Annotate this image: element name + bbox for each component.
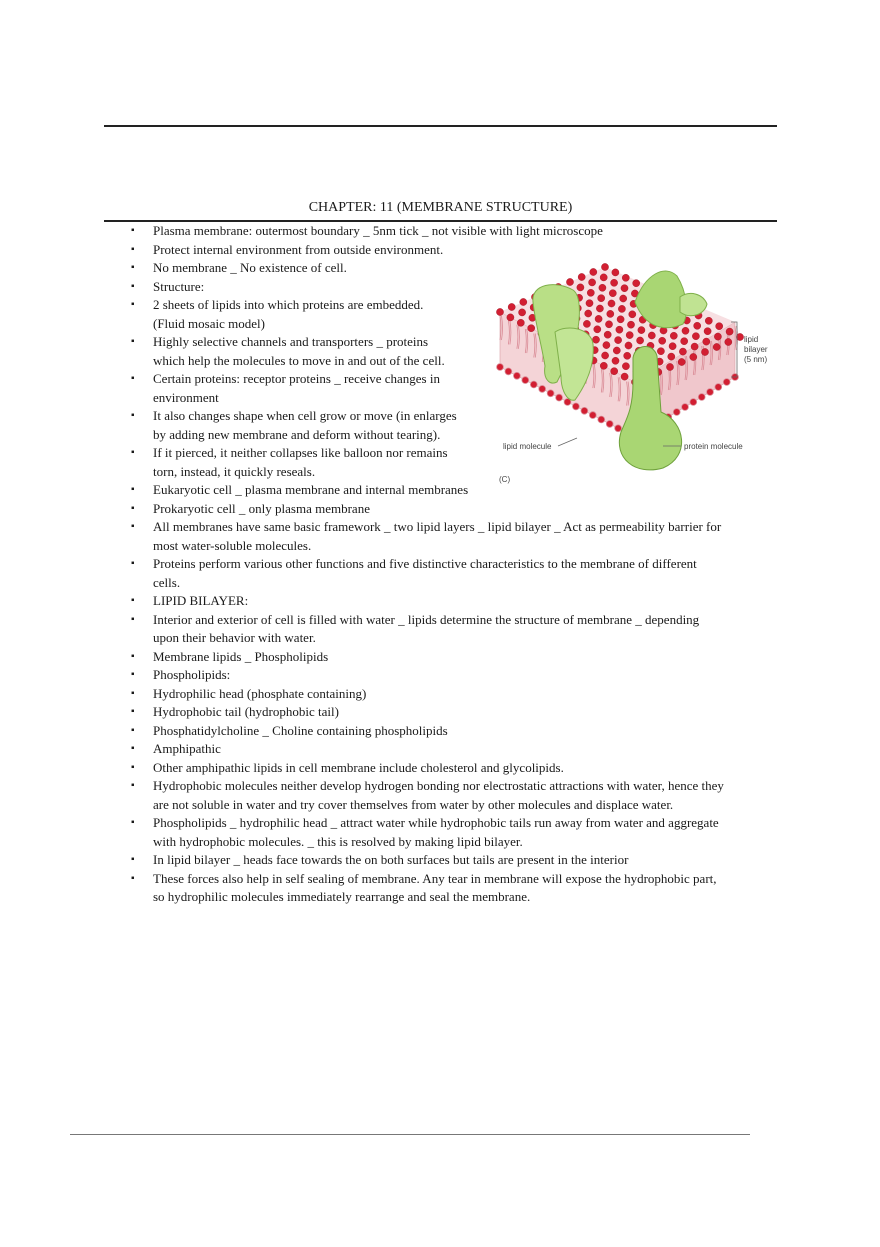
lipid-head-icon (633, 280, 640, 287)
lipid-head-bottom-icon (598, 416, 605, 423)
lipid-head-bottom-icon (682, 404, 689, 411)
list-item: ▪ It also changes shape when cell grow or move (in enlarges by adding new membrane and deform without tearing). (131, 408, 457, 442)
lipid-head-bottom-icon (698, 394, 705, 401)
lipid-head-icon (704, 328, 711, 335)
lipid-head-icon (617, 316, 624, 323)
bullet-icon: ▪ (131, 410, 135, 421)
lipid-head-icon (612, 357, 619, 364)
lipid-head-bottom-icon (715, 384, 722, 391)
lipid-pointer-line (558, 438, 577, 446)
bullet-icon: ▪ (131, 724, 135, 736)
lipid-head-icon (622, 363, 629, 370)
bullet-icon: ▪ (131, 484, 135, 495)
lipid-head-icon (519, 309, 526, 316)
lipid-head-icon (616, 326, 623, 333)
lipid-head-icon (601, 263, 608, 270)
lipid-head-icon (508, 303, 515, 310)
lipid-head-icon (629, 311, 636, 318)
list-item: ▪ Interior and exterior of cell is filled with water _ lipids determine the structure of membrane _ depending upon their behavior with water. (131, 611, 700, 645)
bullet-icon: ▪ (131, 299, 135, 310)
lipid-head-icon (600, 362, 607, 369)
lipid-head-bottom-icon (514, 372, 521, 379)
bottom-rule (70, 1134, 750, 1135)
lipid-head-bottom-icon (707, 389, 714, 396)
lipid-head-icon (603, 342, 610, 349)
lipid-head-icon (577, 284, 584, 291)
bilayer-label-2: bilayer (744, 345, 768, 354)
lipid-head-icon (578, 273, 585, 280)
list-item: ▪ Hydrophobic molecules neither develop hydrogen bonding nor electrostatic attractions with water, hence they are not soluble in water and try cover themselves from water by other molecules and displace water. (131, 778, 724, 812)
lipid-head-icon (599, 284, 606, 291)
list-item: ▪ Hydrophilic head (phosphate containing) (104, 685, 724, 704)
bullet-icon: ▪ (131, 743, 135, 754)
bullet-icon: ▪ (131, 669, 135, 680)
list-item: ▪ If it pierced, it neither collapses like balloon nor remains torn, instead, it quickly reseals. (131, 445, 448, 479)
lipid-head-icon (637, 337, 644, 344)
bullet-icon: ▪ (131, 225, 135, 236)
lipid-head-icon (669, 343, 676, 350)
lipid-head-icon (586, 300, 593, 307)
bullet-icon: ▪ (131, 595, 135, 606)
list-item: ▪ Plasma membrane: outermost boundary _ 5nm tick _ not visible with light microscope (104, 222, 724, 241)
lipid-head-icon (638, 327, 645, 334)
lipid-head-icon (691, 343, 698, 350)
list-item: ▪ Highly selective channels and transporters _ proteins which help the molecules to move in and out of the cell. (131, 334, 445, 368)
lipid-head-icon (657, 348, 664, 355)
lipid-head-icon (594, 326, 601, 333)
lipid-head-icon (682, 327, 689, 334)
lipid-head-icon (600, 274, 607, 281)
lipid-head-icon (648, 332, 655, 339)
bullet-icon: ▪ (131, 336, 135, 347)
lipid-head-icon (507, 314, 514, 321)
lipid-head-icon (520, 298, 527, 305)
lipid-head-icon (517, 319, 524, 326)
list-item: ▪ Phospholipids _ hydrophilic head _ attract water while hydrophobic tails run away from water and aggregate with hydrophobic molecules. _ this is resolved by making lipid bilayer. (131, 815, 719, 849)
lipid-head-icon (528, 325, 535, 332)
lipid-head-icon (670, 332, 677, 339)
lipid-head-icon (679, 348, 686, 355)
top-rule (104, 125, 777, 127)
list-item: ▪ 2 sheets of lipids into which proteins are embedded. (Fluid mosaic model) (131, 297, 424, 331)
lipid-head-bottom-icon (522, 377, 529, 384)
lipid-head-icon (605, 321, 612, 328)
lipid-head-icon (681, 338, 688, 345)
lipid-head-icon (726, 328, 733, 335)
list-item: ▪ Certain proteins: receptor proteins _ receive changes in environment (131, 371, 440, 405)
lipid-head-icon (583, 320, 590, 327)
lipid-head-icon (713, 343, 720, 350)
lipid-head-bottom-icon (723, 379, 730, 386)
lipid-head-icon (736, 333, 743, 340)
lipid-head-icon (626, 332, 633, 339)
lipid-head-icon (607, 310, 614, 317)
bullet-icon: ▪ (131, 447, 135, 458)
bullet-icon: ▪ (131, 872, 135, 884)
lipid-head-icon (615, 337, 622, 344)
list-item: ▪ Prokaryotic cell _ only plasma membrane (104, 500, 724, 519)
lipid-head-bottom-icon (606, 421, 613, 428)
list-item: ▪ Phosphatidylcholine _ Choline containing phospholipids (104, 722, 724, 741)
lipid-head-icon (622, 274, 629, 281)
bullet-icon: ▪ (131, 687, 135, 699)
lipid-head-icon (620, 295, 627, 302)
panel-label: (C) (499, 475, 511, 484)
list-item: ▪ In lipid bilayer _ heads face towards the on both surfaces but tails are present in the interior (104, 851, 724, 870)
lipid-head-bottom-icon (505, 368, 512, 375)
lipid-head-icon (627, 321, 634, 328)
lipid-head-icon (602, 352, 609, 359)
lipid-head-bottom-icon (539, 386, 546, 393)
list-item: ▪ All membranes have same basic framework _ two lipid layers _ lipid bilayer _ Act as permeability barrier for most water-soluble molecules. (131, 519, 722, 553)
lipid-head-bottom-icon (615, 425, 622, 432)
list-item: ▪ Eukaryotic cell _ plasma membrane and internal membranes (104, 481, 724, 500)
bullet-icon: ▪ (131, 761, 135, 773)
lipid-head-icon (701, 348, 708, 355)
bullet-icon: ▪ (131, 558, 135, 569)
lipid-head-bottom-icon (673, 409, 680, 416)
lipid-head-bottom-icon (556, 394, 563, 401)
lipid-head-icon (608, 300, 615, 307)
membrane-diagram (495, 262, 768, 487)
lipid-head-icon (618, 305, 625, 312)
lipid-head-bottom-icon (530, 381, 537, 388)
lipid-head-icon (705, 317, 712, 324)
lipid-head-icon (613, 347, 620, 354)
lipid-head-icon (566, 278, 573, 285)
bilayer-label-3: (5 nm) (744, 355, 768, 364)
lipid-head-icon (621, 373, 628, 380)
list-item: ▪ No membrane _ No existence of cell. (104, 259, 724, 278)
lipid-head-icon (714, 333, 721, 340)
list-item: ▪ Protect internal environment from outside environment. (104, 241, 724, 260)
lipid-head-icon (725, 338, 732, 345)
lipid-head-icon (678, 358, 685, 365)
lipid-head-icon (612, 269, 619, 276)
lipid-head-icon (624, 352, 631, 359)
lipid-molecule-label: lipid molecule (503, 442, 552, 451)
lipid-head-icon (611, 368, 618, 375)
list-item: ▪ Membrane lipids _ Phospholipids (104, 648, 724, 667)
lipid-head-icon (659, 337, 666, 344)
list-item: ▪ Proteins perform various other functions and five distinctive characteristics to the membrane of different cells. (131, 556, 697, 590)
bullet-icon: ▪ (131, 521, 135, 532)
bullet-icon: ▪ (131, 650, 135, 662)
lipid-head-icon (625, 342, 632, 349)
list-item: ▪ Phospholipids: (104, 666, 724, 685)
lipid-head-bottom-icon (573, 403, 580, 410)
lipid-head-icon (592, 336, 599, 343)
lipid-head-icon (496, 308, 503, 315)
lipid-head-icon (666, 363, 673, 370)
bilayer-label-1: lipid (744, 335, 759, 344)
bullet-icon: ▪ (131, 854, 135, 865)
lipid-head-icon (609, 290, 616, 297)
lipid-head-icon (692, 333, 699, 340)
lipid-head-icon (589, 279, 596, 286)
list-item: ▪ Structure: (104, 278, 724, 297)
lipid-head-icon (611, 279, 618, 286)
list-item: ▪ LIPID BILAYER: (104, 592, 724, 611)
lipid-head-icon (668, 353, 675, 360)
bullet-icon: ▪ (131, 502, 135, 514)
lipid-head-icon (716, 323, 723, 330)
bullet-icon: ▪ (131, 780, 135, 791)
lipid-head-bottom-icon (497, 364, 504, 371)
bullet-icon: ▪ (131, 706, 135, 717)
membrane-figure (495, 262, 768, 487)
lipid-head-icon (690, 353, 697, 360)
lipid-head-bottom-icon (547, 390, 554, 397)
list-item: ▪ Other amphipathic lipids in cell membrane include cholesterol and glycolipids. (104, 759, 724, 778)
lipid-head-icon (590, 268, 597, 275)
lipid-head-bottom-icon (581, 407, 588, 414)
list-item: ▪ These forces also help in self sealing of membrane. Any tear in membrane will expose the hydrophobic part, so hydrophilic molecules immediately rearrange and seal the membrane. (131, 870, 717, 904)
bullet-icon: ▪ (131, 262, 135, 273)
lipid-head-icon (604, 331, 611, 338)
bullet-icon: ▪ (131, 243, 135, 255)
lipid-head-icon (587, 289, 594, 296)
lipid-head-icon (621, 285, 628, 292)
bullet-icon: ▪ (131, 613, 135, 625)
bullet-icon: ▪ (131, 817, 135, 828)
chapter-title: CHAPTER: 11 (MEMBRANE STRUCTURE) (308, 200, 573, 215)
list-item: ▪ Amphipathic (104, 740, 724, 759)
lipid-head-icon (595, 315, 602, 322)
lipid-head-icon (598, 295, 605, 302)
lipid-head-icon (694, 322, 701, 329)
lipid-head-bottom-icon (589, 412, 596, 419)
lipid-head-icon (585, 310, 592, 317)
list-item: ▪ Hydrophobic tail (hydrophobic tail) (104, 703, 724, 722)
bullet-icon: ▪ (131, 373, 135, 384)
bullet-icon: ▪ (131, 280, 135, 292)
lipid-head-bottom-icon (690, 399, 697, 406)
protein-molecule-label: protein molecule (684, 442, 743, 451)
lipid-head-icon (703, 338, 710, 345)
lipid-head-icon (596, 305, 603, 312)
